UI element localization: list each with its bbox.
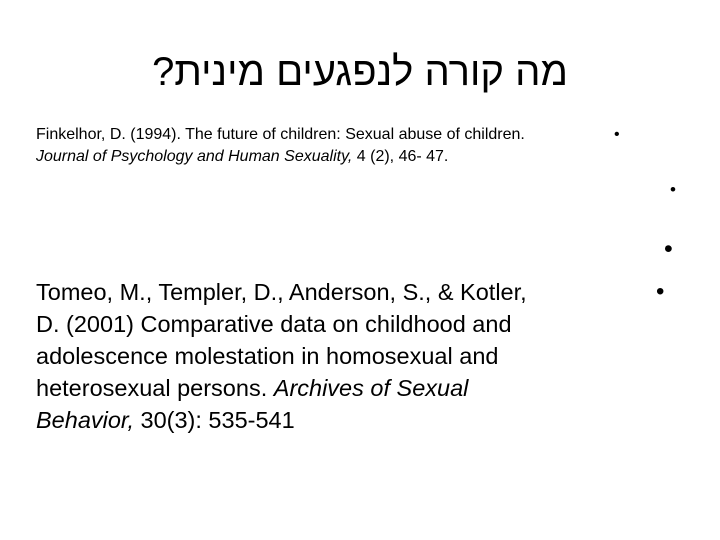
citation-line-1: Finkelhor, D. (1994). The future of children: Sexual abuse of children. bbox=[36, 126, 525, 143]
citation-line-1: Tomeo, M., Templer, D., Anderson, S., & Kotler, bbox=[36, 279, 527, 305]
bullet-icon: • bbox=[656, 278, 665, 305]
citation-line-2: D. (2001) Comparative data on childhood and bbox=[36, 311, 512, 337]
bullet-text bbox=[36, 124, 606, 168]
bullet-icon: • bbox=[670, 180, 676, 199]
journal-details: 30(3): 535-541 bbox=[133, 407, 295, 433]
journal-title: Journal of Psychology and Human Sexuality, bbox=[36, 148, 353, 165]
citation-line-3: adolescence molestation in homosexual and bbox=[36, 343, 499, 369]
citation-text: heterosexual persons. bbox=[36, 375, 274, 401]
journal-details: 4 (2), 46- 47. bbox=[352, 148, 449, 165]
citation-line-4 bbox=[36, 372, 646, 404]
citation-line-2 bbox=[36, 146, 606, 168]
journal-title: Behavior, bbox=[36, 407, 134, 433]
bullet-icon: • bbox=[614, 126, 620, 143]
bullet-icon: • bbox=[664, 235, 673, 263]
journal-title: Archives of Sexual bbox=[273, 375, 469, 401]
slide-title: מה קורה לנפגעים מינית? bbox=[152, 50, 568, 94]
bullet-text bbox=[36, 276, 646, 436]
citation-line-5 bbox=[36, 404, 646, 436]
